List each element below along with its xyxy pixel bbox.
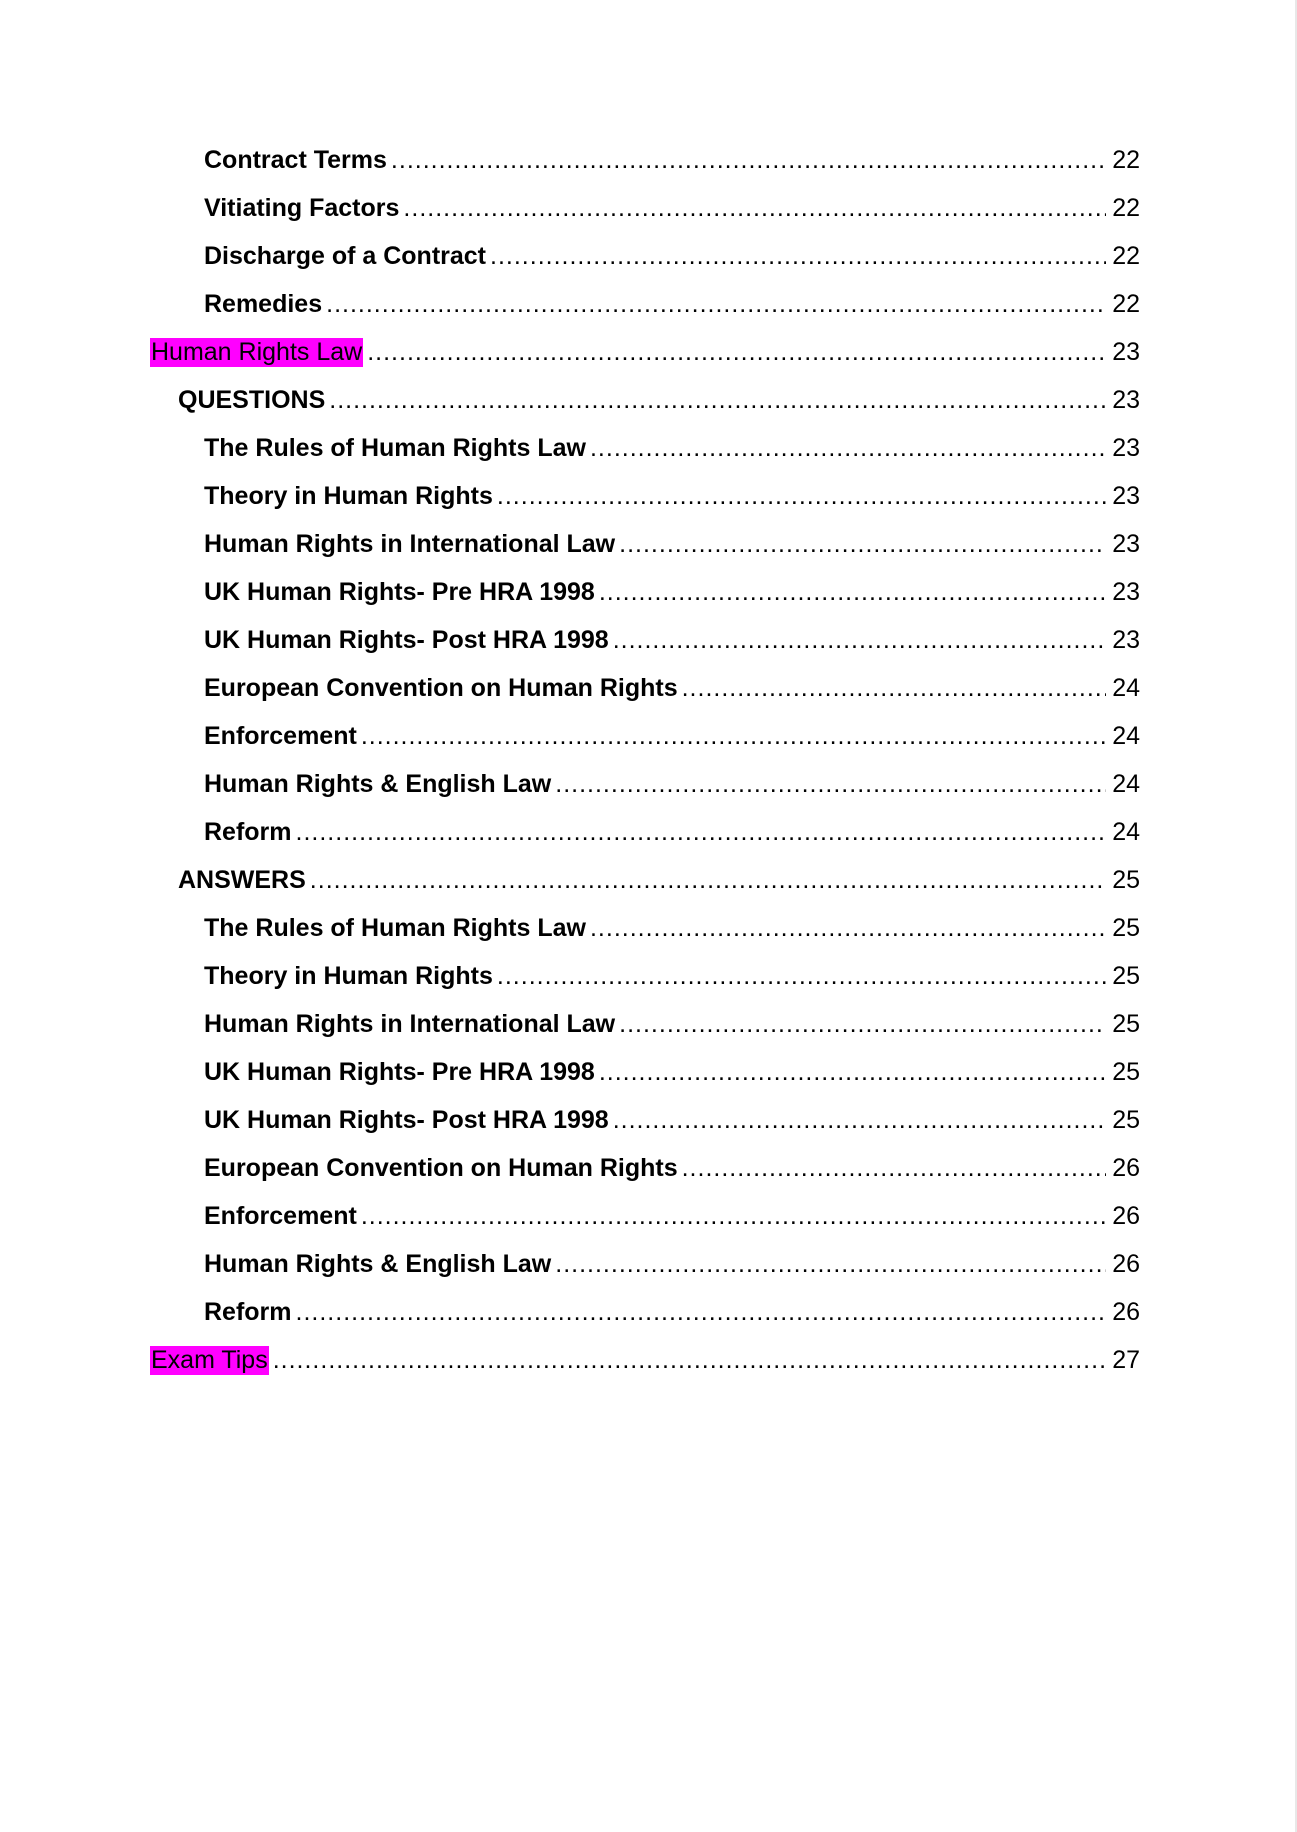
toc-entry-page: 26 xyxy=(1112,1154,1140,1182)
toc-entry-title: QUESTIONS xyxy=(178,386,326,414)
toc-entry-title: UK Human Rights- Pre HRA 1998 xyxy=(204,578,595,606)
dot-leader xyxy=(310,866,1106,895)
dot-leader xyxy=(490,242,1106,271)
dot-leader xyxy=(361,1202,1106,1231)
toc-entry-page: 25 xyxy=(1112,1058,1140,1086)
toc-entry-page: 26 xyxy=(1112,1202,1140,1230)
toc-entry-page: 27 xyxy=(1112,1346,1140,1374)
dot-leader xyxy=(497,482,1106,511)
toc-entry-page: 23 xyxy=(1112,482,1140,510)
toc-entry-page: 25 xyxy=(1112,1010,1140,1038)
dot-leader xyxy=(296,1298,1106,1327)
dot-leader xyxy=(599,1058,1106,1087)
toc-entry-page: 24 xyxy=(1112,818,1140,846)
toc-entry[interactable] xyxy=(150,290,1140,338)
toc-entry[interactable] xyxy=(150,626,1140,674)
dot-leader xyxy=(613,1106,1106,1135)
toc-entry[interactable] xyxy=(150,1154,1140,1202)
dot-leader xyxy=(497,962,1106,991)
toc-entry-page: 26 xyxy=(1112,1298,1140,1326)
toc-entry-title: European Convention on Human Rights xyxy=(204,674,678,702)
toc-entry[interactable] xyxy=(150,1298,1140,1346)
toc-entry-page: 26 xyxy=(1112,1250,1140,1278)
toc-entry[interactable] xyxy=(150,146,1140,194)
toc-entry-page: 25 xyxy=(1112,866,1140,894)
toc-entry-page: 24 xyxy=(1112,674,1140,702)
dot-leader xyxy=(619,1010,1106,1039)
dot-leader xyxy=(361,722,1106,751)
toc-entry[interactable] xyxy=(150,338,1140,386)
toc-entry[interactable] xyxy=(150,722,1140,770)
toc-entry[interactable] xyxy=(150,194,1140,242)
dot-leader xyxy=(590,434,1106,463)
toc-entry[interactable] xyxy=(150,578,1140,626)
toc-entry-page: 24 xyxy=(1112,722,1140,750)
toc-entry-title: The Rules of Human Rights Law xyxy=(204,434,586,462)
dot-leader xyxy=(326,290,1106,319)
toc-entry[interactable] xyxy=(150,386,1140,434)
toc-entry-title: Vitiating Factors xyxy=(204,194,400,222)
dot-leader xyxy=(403,194,1106,223)
dot-leader xyxy=(273,1346,1106,1375)
toc-entry-page: 23 xyxy=(1112,530,1140,558)
toc-entry-title-highlighted: Exam Tips xyxy=(151,1346,268,1374)
toc-entry[interactable] xyxy=(150,530,1140,578)
toc-entry[interactable] xyxy=(150,770,1140,818)
dot-leader xyxy=(367,338,1106,367)
toc-entry-page: 25 xyxy=(1112,962,1140,990)
toc-entry[interactable] xyxy=(150,434,1140,482)
toc-entry[interactable] xyxy=(150,1346,1140,1394)
toc-entry-title: Contract Terms xyxy=(204,146,387,174)
toc-entry-title: Theory in Human Rights xyxy=(204,482,493,510)
dot-leader xyxy=(682,674,1106,703)
toc-entry[interactable] xyxy=(150,674,1140,722)
toc-entry-page: 23 xyxy=(1112,434,1140,462)
dot-leader xyxy=(613,626,1106,655)
toc-entry-page: 24 xyxy=(1112,770,1140,798)
toc-entry-page: 23 xyxy=(1112,626,1140,654)
toc-entry-title: Discharge of a Contract xyxy=(204,242,487,270)
toc-entry-page: 23 xyxy=(1112,386,1140,414)
table-of-contents xyxy=(150,146,1140,1394)
toc-entry[interactable] xyxy=(150,818,1140,866)
dot-leader xyxy=(555,770,1106,799)
toc-entry-page: 22 xyxy=(1112,290,1140,318)
toc-entry-page: 22 xyxy=(1112,194,1140,222)
toc-entry-title: European Convention on Human Rights xyxy=(204,1154,678,1182)
toc-entry-title: Remedies xyxy=(204,290,323,318)
dot-leader xyxy=(555,1250,1106,1279)
toc-entry-title: Human Rights & English Law xyxy=(204,770,552,798)
toc-entry[interactable] xyxy=(150,1202,1140,1250)
dot-leader xyxy=(619,530,1106,559)
toc-entry-page: 22 xyxy=(1112,146,1140,174)
toc-entry-title: Theory in Human Rights xyxy=(204,962,493,990)
toc-entry-title: The Rules of Human Rights Law xyxy=(204,914,586,942)
toc-entry-page: 25 xyxy=(1112,914,1140,942)
toc-entry-title: Reform xyxy=(204,818,292,846)
toc-entry[interactable] xyxy=(150,1058,1140,1106)
dot-leader xyxy=(329,386,1106,415)
toc-entry-title: Reform xyxy=(204,1298,292,1326)
toc-entry-title-highlighted: Human Rights Law xyxy=(151,338,363,366)
toc-entry[interactable] xyxy=(150,1010,1140,1058)
toc-entry-title: Human Rights in International Law xyxy=(204,1010,616,1038)
toc-entry-title: UK Human Rights- Post HRA 1998 xyxy=(204,626,609,654)
toc-entry-title: Enforcement xyxy=(204,1202,357,1230)
dot-leader xyxy=(590,914,1106,943)
toc-entry-title: Enforcement xyxy=(204,722,357,750)
dot-leader xyxy=(682,1154,1106,1183)
toc-entry-title: UK Human Rights- Post HRA 1998 xyxy=(204,1106,609,1134)
toc-entry[interactable] xyxy=(150,962,1140,1010)
toc-entry[interactable] xyxy=(150,914,1140,962)
toc-entry-title: UK Human Rights- Pre HRA 1998 xyxy=(204,1058,595,1086)
toc-entry[interactable] xyxy=(150,866,1140,914)
dot-leader xyxy=(391,146,1106,175)
toc-entry[interactable] xyxy=(150,1106,1140,1154)
toc-entry-page: 25 xyxy=(1112,1106,1140,1134)
dot-leader xyxy=(599,578,1106,607)
toc-entry-page: 23 xyxy=(1112,578,1140,606)
toc-entry-page: 23 xyxy=(1112,338,1140,366)
toc-entry-title: Human Rights & English Law xyxy=(204,1250,552,1278)
toc-entry[interactable] xyxy=(150,1250,1140,1298)
toc-entry-title: ANSWERS xyxy=(178,866,306,894)
toc-entry[interactable] xyxy=(150,482,1140,530)
dot-leader xyxy=(296,818,1106,847)
toc-entry-page: 22 xyxy=(1112,242,1140,270)
toc-entry[interactable] xyxy=(150,242,1140,290)
toc-entry-title: Human Rights in International Law xyxy=(204,530,616,558)
